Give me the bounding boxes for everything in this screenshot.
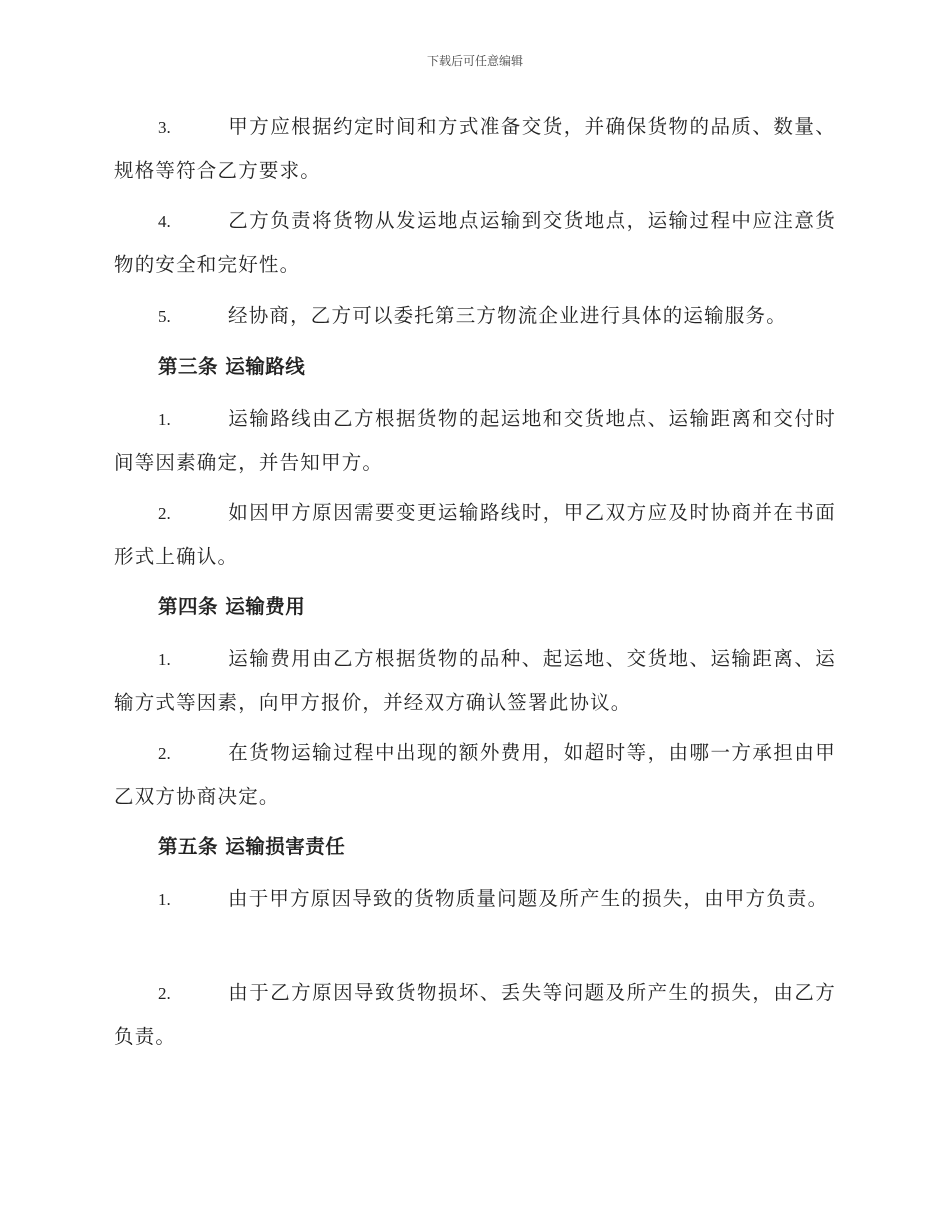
item-number: 2. — [158, 504, 171, 523]
item-number: 5. — [158, 307, 171, 326]
clause-item — [114, 294, 836, 338]
item-number: 1. — [158, 890, 171, 909]
clause-item — [114, 199, 836, 286]
item-text: 由于乙方原因导致货物损坏、丢失等问题及所产生的损失，由乙方负责。 — [114, 981, 836, 1048]
clause-item — [114, 105, 836, 192]
item-number: 4. — [158, 212, 171, 231]
section-heading: 第四条 运输费用 — [158, 595, 306, 618]
clause-item — [114, 731, 836, 818]
item-text: 由于甲方原因导致的货物质量问题及所产生的损失，由甲方负责。 — [228, 887, 829, 910]
clause-item — [114, 397, 836, 484]
item-text: 经协商，乙方可以委托第三方物流企业进行具体的运输服务。 — [228, 304, 787, 327]
item-number: 2. — [158, 744, 171, 763]
page-header: 下载后可任意编辑 — [426, 54, 523, 68]
clause-item — [114, 637, 836, 724]
section-heading: 第五条 运输损害责任 — [158, 835, 346, 858]
item-text: 乙方负责将货物从发运地点运输到交货地点，运输过程中应注意货物的安全和完好性。 — [114, 209, 836, 276]
item-number: 1. — [158, 650, 171, 669]
clause-item — [114, 491, 836, 578]
item-text: 运输路线由乙方根据货物的起运地和交货地点、运输距离和交付时间等因素确定，并告知甲方。 — [114, 407, 836, 474]
item-text: 运输费用由乙方根据货物的品种、起运地、交货地、运输距离、运输方式等因素，向甲方报价，并经双方确认签署此协议。 — [114, 647, 836, 714]
item-number: 3. — [158, 118, 171, 137]
clause-item — [114, 877, 836, 921]
item-number: 1. — [158, 410, 171, 429]
item-text: 在货物运输过程中出现的额外费用，如超时等，由哪一方承担由甲乙双方协商决定。 — [114, 741, 836, 808]
clause-item — [114, 971, 836, 1058]
item-text: 甲方应根据约定时间和方式准备交货，并确保货物的品质、数量、规格等符合乙方要求。 — [114, 115, 836, 182]
item-text: 如因甲方原因需要变更运输路线时，甲乙双方应及时协商并在书面形式上确认。 — [114, 501, 836, 568]
item-number: 2. — [158, 984, 171, 1003]
section-heading: 第三条 运输路线 — [158, 355, 306, 378]
